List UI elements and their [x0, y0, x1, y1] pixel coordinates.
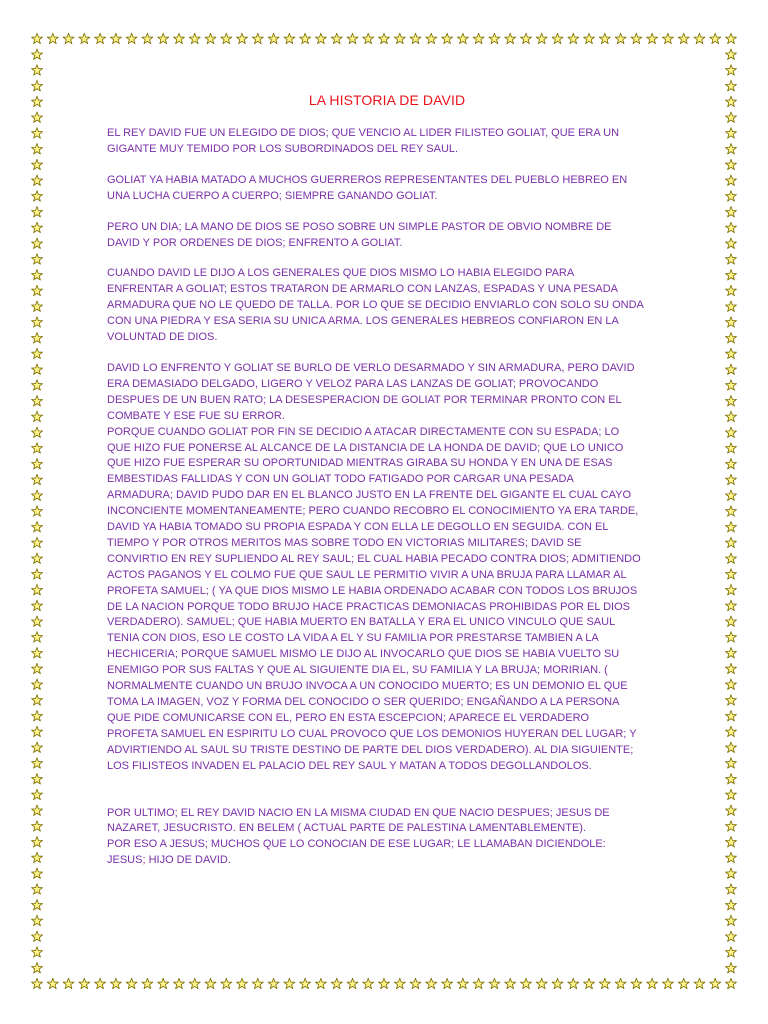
star-icon	[726, 742, 737, 753]
star-icon	[662, 33, 673, 44]
star-icon	[268, 33, 279, 44]
star-icon	[32, 411, 43, 422]
star-icon	[32, 711, 43, 722]
star-icon	[726, 963, 737, 974]
star-icon	[158, 978, 169, 989]
star-icon	[32, 522, 43, 533]
star-icon	[710, 33, 721, 44]
star-icon	[379, 33, 390, 44]
star-icon	[726, 868, 737, 879]
star-icon	[284, 978, 295, 989]
star-icon	[726, 348, 737, 359]
star-icon	[158, 33, 169, 44]
star-icon	[32, 569, 43, 580]
star-icon	[536, 978, 547, 989]
star-icon	[63, 978, 74, 989]
star-icon	[32, 81, 43, 92]
star-icon	[142, 978, 153, 989]
star-icon	[32, 978, 43, 989]
star-icon	[32, 915, 43, 926]
star-icon	[32, 270, 43, 281]
star-icon	[300, 33, 311, 44]
star-icon	[726, 947, 737, 958]
star-icon	[221, 978, 232, 989]
star-icon	[694, 33, 705, 44]
star-icon	[726, 726, 737, 737]
star-icon	[252, 33, 263, 44]
star-icon	[32, 207, 43, 218]
star-icon	[347, 978, 358, 989]
star-icon	[32, 600, 43, 611]
star-icon	[32, 191, 43, 202]
star-icon	[726, 317, 737, 328]
star-icon	[32, 254, 43, 265]
star-icon	[32, 616, 43, 627]
star-icon	[599, 978, 610, 989]
star-icon	[331, 978, 342, 989]
star-icon	[189, 33, 200, 44]
star-icon	[32, 774, 43, 785]
star-icon	[32, 364, 43, 375]
star-icon	[32, 159, 43, 170]
star-icon	[615, 978, 626, 989]
star-icon	[95, 978, 106, 989]
star-icon	[32, 852, 43, 863]
star-icon	[584, 33, 595, 44]
star-icon	[726, 900, 737, 911]
star-icon	[726, 632, 737, 643]
star-icon	[32, 726, 43, 737]
star-icon	[726, 443, 737, 454]
star-icon	[379, 978, 390, 989]
star-icon	[32, 333, 43, 344]
star-icon	[32, 821, 43, 832]
star-icon	[237, 978, 248, 989]
star-icon	[442, 978, 453, 989]
star-icon	[584, 978, 595, 989]
star-icon	[32, 695, 43, 706]
star-icon	[32, 474, 43, 485]
star-icon	[32, 49, 43, 60]
star-icon	[726, 585, 737, 596]
star-icon	[32, 884, 43, 895]
star-icon	[457, 33, 468, 44]
star-icon	[726, 474, 737, 485]
star-icon	[32, 742, 43, 753]
star-icon	[726, 128, 737, 139]
star-icon	[32, 96, 43, 107]
star-icon	[410, 978, 421, 989]
star-icon	[79, 33, 90, 44]
star-icon	[95, 33, 106, 44]
star-icon	[536, 33, 547, 44]
star-icon	[631, 33, 642, 44]
star-icon	[237, 33, 248, 44]
star-icon	[726, 175, 737, 186]
star-icon	[426, 978, 437, 989]
star-icon	[110, 978, 121, 989]
star-icon	[315, 978, 326, 989]
star-icon	[205, 33, 216, 44]
star-icon	[631, 978, 642, 989]
star-icon	[205, 978, 216, 989]
star-icon	[32, 805, 43, 816]
star-icon	[32, 238, 43, 249]
star-icon	[331, 33, 342, 44]
star-icon	[32, 663, 43, 674]
star-icon	[726, 238, 737, 249]
star-icon	[32, 537, 43, 548]
paragraph-5: DAVID LO ENFRENTO Y GOLIAT SE BURLO DE VERLO DESARMADO Y SIN ARMADURA, PERO DAVID ERA DEMASIADO DELGADO, LIGERO Y VELOZ PARA LAS LANZAS DE GOLIAT; PROVOCANDO DESPUES DE UN BUEN RATO; LA DESESPERACION DE GOLIAT POR TERMINAR PRONTO CON EL COMBATE Y ESE FUE SU ERROR. PORQUE CUANDO GOLIAT POR FIN SE DECIDIO A ATACAR DIRECTAMENTE CON SU ESPADA; LO QUE HIZO FUE PONERSE AL ALCANCE DE LA DISTANCIA DE LA HONDA DE DAVID; QUE LO UNICO QUE HIZO FUE ESPERAR SU OPORTUNIDAD MIENTRAS GIRABA SU HONDA Y EN UNA DE ESAS EMBESTIDAS FALLIDAS Y CON UN GOLIAT TODO FATIGADO POR CARGAR UNA PESADA ARMADURA; DAVID PUDO DAR EN EL BLANCO JUSTO EN LA FRENTE DEL GIGANTE EL CUAL CAYO INCONCIENTE MOMENTANEAMENTE; PERO CUANDO RECOBRO EL CONOCIMIENTO YA ERA TARDE, DAVID YA HABIA TOMADO SU PROPIA ESPADA Y CON ELLA LE DEGOLLO EN SEGUIDA. CON EL TIEMPO Y POR OTROS MERITOS MAS SOBRE TODO EN VICTORIAS MILITARES; DAVID SE CONVIRTIO EN REY SUPLIENDO AL REY SAUL; EL CUAL HABIA PECADO CONTRA DIOS; ADMITIENDO ACTOS PAGANOS Y EL COLMO FUE QUE SAUL LE PERMITIO VIVIR A UNA BRUJA PARA LLAMAR AL PROFETA SAMUEL; ( YA QUE DIOS MISMO LE HABIA ORDENADO ACABAR CON TODOS LOS BRUJOS DE LA NACION PORQUE TODO BRUJO HACE PRACTICAS DEMONIACAS PROHIBIDAS POR EL DIOS VERDADERO). SAMUEL; QUE HABIA MUERTO EN BATALLA Y ERA EL UNICO VINCULO QUE SAUL TENIA CON DIOS, ESO LE COSTO LA VIDA A EL Y SU FAMILIA POR PRESTARSE TAMBIEN A LA HECHICERIA; PORQUE SAMUEL MISMO LE DIJO AL INVOCARLO QUE DIOS SE HABIA VUELTO SU ENEMIGO POR SUS FALTAS Y QUE AL SIGUIENTE DIA EL, SU FAMILIA Y LA BRUJA; MORIRIAN. ( NORMALMENTE CUANDO UN BRUJO INVOCA A UN CONOCIDO MUERTO; ES UN DEMONIO EL QUE TOMA LA IMAGEN, VOZ Y FORMA DEL CONOCIDO O SER QUERIDO; ENGAÑANDO A LA PERSONA QUE PIDE COMUNICARSE CON EL, PERO EN ESTA ESCEPCION; APARECE EL VERDADERO PROFETA SAMUEL EN ESPIRITU LO CUAL PROVOCO QUE LOS DEMONIOS HUYERAN DEL LUGAR; Y ADVIRTIENDO AL SAUL SU TRISTE DESTINO DE PARTE DEL DIOS VERDADERO). AL DIA SIGUIENTE; LOS FILISTEOS INVADEN EL PALACIO DEL REY SAUL Y MATAN A TODOS DEGOLLANDOLOS.	[107, 361, 641, 772]
star-icon	[32, 837, 43, 848]
star-icon	[174, 978, 185, 989]
star-icon	[473, 33, 484, 44]
star-icon	[363, 978, 374, 989]
star-icon	[300, 978, 311, 989]
star-icon	[505, 33, 516, 44]
star-icon	[174, 33, 185, 44]
star-icon	[47, 978, 58, 989]
paragraph-1: EL REY DAVID FUE UN ELEGIDO DE DIOS; QUE VENCIO AL LIDER FILISTEO GOLIAT, QUE ERA UN GIGANTE MUY TEMIDO POR LOS SUBORDINADOS DEL REY SAUL.	[107, 127, 620, 155]
star-icon	[32, 443, 43, 454]
star-icon	[315, 33, 326, 44]
star-icon	[726, 821, 737, 832]
star-icon	[726, 301, 737, 312]
star-icon	[410, 33, 421, 44]
star-icon	[726, 96, 737, 107]
star-icon	[47, 33, 58, 44]
star-icon	[726, 537, 737, 548]
star-icon	[599, 33, 610, 44]
paragraph-4: CUANDO DAVID LE DIJO A LOS GENERALES QUE DIOS MISMO LO HABIA ELEGIDO PARA ENFRENTAR A GOLIAT; ESTOS TRATARON DE ARMARLO CON LANZAS, ESPADAS Y UNA PESADA ARMADURA QUE NO LE QUEDO DE TALLA. POR LO QUE SE DECIDIO ENVIARLO CON SOLO SU ONDA CON UNA PIEDRA Y ESA SERIA SU UNICA ARMA. LOS GENERALES HEBREOS CONFIARON EN LA VOLUNTAD DE DIOS.	[107, 267, 644, 344]
star-icon	[32, 396, 43, 407]
star-icon	[32, 648, 43, 659]
star-icon	[32, 931, 43, 942]
star-icon	[442, 33, 453, 44]
star-icon	[726, 144, 737, 155]
star-icon	[32, 553, 43, 564]
star-icon	[726, 396, 737, 407]
star-icon	[726, 65, 737, 76]
star-icon	[32, 632, 43, 643]
star-icon	[726, 569, 737, 580]
star-icon	[473, 978, 484, 989]
star-icon	[32, 65, 43, 76]
star-icon	[726, 884, 737, 895]
star-icon	[32, 585, 43, 596]
star-icon	[615, 33, 626, 44]
star-icon	[63, 33, 74, 44]
star-icon	[568, 978, 579, 989]
star-icon	[726, 427, 737, 438]
star-icon	[726, 837, 737, 848]
star-icon	[726, 774, 737, 785]
star-icon	[726, 364, 737, 375]
star-icon	[726, 159, 737, 170]
star-icon	[726, 553, 737, 564]
paragraph-2: GOLIAT YA HABIA MATADO A MUCHOS GUERREROS REPRESENTANTES DEL PUEBLO HEBREO EN UNA LUCHA CUERPO A CUERPO; SIEMPRE GANANDO GOLIAT.	[107, 173, 628, 202]
star-icon	[32, 144, 43, 155]
star-icon	[32, 128, 43, 139]
star-icon	[32, 459, 43, 470]
star-icon	[726, 270, 737, 281]
star-icon	[32, 900, 43, 911]
star-icon	[726, 254, 737, 265]
star-icon	[726, 285, 737, 296]
star-icon	[32, 490, 43, 501]
star-icon	[521, 33, 532, 44]
star-icon	[32, 947, 43, 958]
star-icon	[110, 33, 121, 44]
star-icon	[726, 459, 737, 470]
star-icon	[489, 33, 500, 44]
document-body	[107, 92, 667, 869]
star-icon	[552, 33, 563, 44]
star-icon	[726, 490, 737, 501]
star-icon	[726, 616, 737, 627]
star-icon	[252, 978, 263, 989]
star-icon	[726, 695, 737, 706]
star-icon	[32, 348, 43, 359]
star-icon	[505, 978, 516, 989]
star-icon	[32, 868, 43, 879]
paragraph-6: POR ULTIMO; EL REY DAVID NACIO EN LA MISMA CIUDAD EN QUE NACIO DESPUES; JESUS DE NAZARET, JESUCRISTO. EN BELEM ( ACTUAL PARTE DE PALESTINA LAMENTABLEMENTE). POR ESO A JESUS; MUCHOS QUE LO CONOCIAN DE ESE LUGAR; LE LLAMABAN DICIENDOLE: JESUS; HIJO DE DAVID.	[107, 806, 610, 867]
star-icon	[142, 33, 153, 44]
star-icon	[126, 33, 137, 44]
star-icon	[726, 805, 737, 816]
star-icon	[726, 191, 737, 202]
star-icon	[726, 789, 737, 800]
star-icon	[189, 978, 200, 989]
document-title: LA HISTORIA DE DAVID	[308, 92, 466, 108]
star-icon	[726, 81, 737, 92]
star-icon	[726, 648, 737, 659]
star-icon	[32, 175, 43, 186]
paragraph-3: PERO UN DIA; LA MANO DE DIOS SE POSO SOBRE UN SIMPLE PASTOR DE OBVIO NOMBRE DE DAVID Y POR ORDENES DE DIOS; ENFRENTO A GOLIAT.	[107, 220, 612, 249]
star-icon	[32, 963, 43, 974]
star-icon	[32, 380, 43, 391]
star-icon	[394, 33, 405, 44]
star-icon	[32, 301, 43, 312]
star-icon	[32, 758, 43, 769]
star-icon	[32, 789, 43, 800]
star-icon	[32, 427, 43, 438]
star-icon	[647, 978, 658, 989]
star-icon	[284, 33, 295, 44]
star-icon	[662, 978, 673, 989]
star-icon	[726, 411, 737, 422]
star-icon	[726, 380, 737, 391]
star-icon	[726, 758, 737, 769]
star-icon	[726, 522, 737, 533]
star-icon	[568, 33, 579, 44]
star-icon	[678, 978, 689, 989]
star-icon	[126, 978, 137, 989]
star-icon	[521, 978, 532, 989]
star-icon	[552, 978, 563, 989]
star-icon	[32, 317, 43, 328]
star-icon	[726, 33, 737, 44]
star-icon	[79, 978, 90, 989]
star-icon	[268, 978, 279, 989]
star-icon	[221, 33, 232, 44]
star-icon	[726, 112, 737, 123]
star-icon	[726, 852, 737, 863]
star-icon	[726, 600, 737, 611]
star-icon	[726, 506, 737, 517]
star-icon	[32, 506, 43, 517]
star-icon	[726, 915, 737, 926]
star-icon	[726, 222, 737, 233]
star-icon	[726, 978, 737, 989]
star-icon	[32, 222, 43, 233]
star-icon	[363, 33, 374, 44]
star-icon	[694, 978, 705, 989]
star-icon	[726, 711, 737, 722]
star-icon	[726, 663, 737, 674]
star-icon	[394, 978, 405, 989]
star-icon	[32, 285, 43, 296]
star-icon	[32, 33, 43, 44]
star-icon	[726, 207, 737, 218]
star-icon	[726, 931, 737, 942]
star-icon	[32, 679, 43, 690]
star-icon	[426, 33, 437, 44]
star-icon	[347, 33, 358, 44]
star-icon	[726, 49, 737, 60]
star-icon	[647, 33, 658, 44]
star-icon	[726, 333, 737, 344]
star-icon	[457, 978, 468, 989]
star-icon	[710, 978, 721, 989]
star-icon	[726, 679, 737, 690]
star-icon	[489, 978, 500, 989]
star-icon	[32, 112, 43, 123]
star-icon	[678, 33, 689, 44]
